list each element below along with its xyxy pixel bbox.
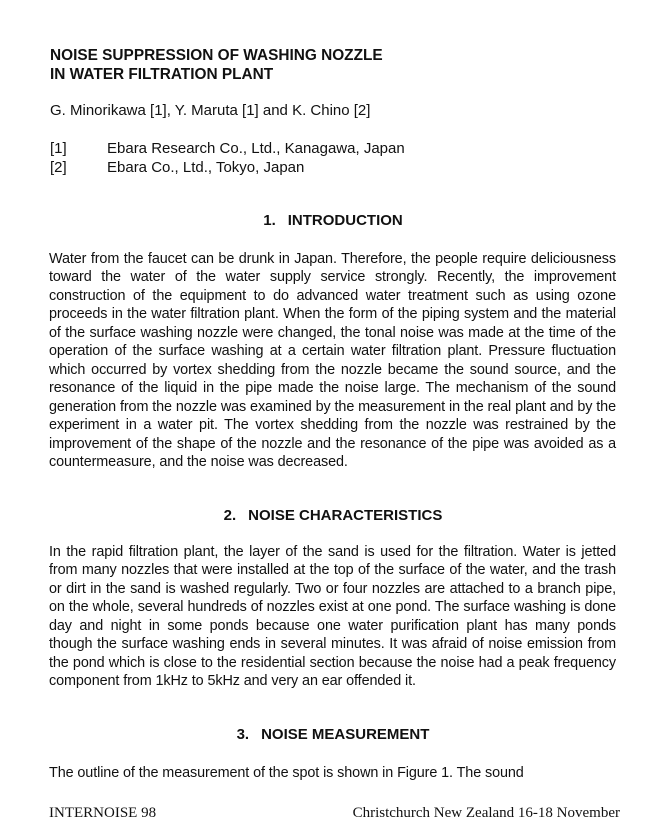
affiliation-number: [1]	[50, 140, 67, 157]
affiliation-name: Ebara Co., Ltd., Tokyo, Japan	[107, 159, 305, 176]
section-title: INTRODUCTION	[287, 212, 403, 229]
section-body-noise-characteristics: In the rapid filtration plant, the layer of the sand is used for the filtration. Water is jetted from many nozzles that were installed at the top of the surface of the water, and the trash or dirt in the sand is washed regularly. Two or four nozzles are attached to a branch pipe, on the whole, several hundreds of nozzles exist at one pond. The surface washing is done day and night in some ponds because one water purification plant has many ponds though the surface washing ends in several minutes. It was afraid of noise emission from the pond which is close to the residential section because the noise had a peak frequency component from 1kHz to 5kHz and very an ear offended it.	[49, 544, 616, 690]
footer-location-date: Christchurch New Zealand 16-18 November	[352, 805, 620, 821]
section-number: 2.	[223, 507, 237, 524]
affiliation-number: [2]	[50, 159, 67, 176]
section-body-noise-measurement: The outline of the measurement of the spot is shown in Figure 1. The sound	[49, 765, 524, 781]
section-heading-noise-measurement	[0, 726, 666, 744]
section-title: NOISE MEASUREMENT	[261, 726, 430, 743]
section-heading-introduction	[0, 212, 666, 230]
affiliation-2	[50, 158, 405, 177]
footer-conference: INTERNOISE 98	[49, 805, 157, 821]
section-number: 1.	[263, 212, 276, 229]
affiliation-name: Ebara Research Co., Ltd., Kanagawa, Japan	[107, 140, 405, 157]
title-line-1: NOISE SUPPRESSION OF WASHING NOZZLE	[50, 47, 383, 64]
title-line-2: IN WATER FILTRATION PLANT	[50, 66, 274, 83]
affiliations	[50, 139, 405, 177]
section-number: 3.	[236, 726, 250, 743]
section-title: NOISE CHARACTERISTICS	[248, 507, 443, 524]
paper-title	[50, 46, 383, 84]
section-body-introduction: Water from the faucet can be drunk in Japan. Therefore, the people require deliciousness toward the water of the water supply service strongly. Recently, the improvement construction of the equipment to do advanced water treatment such as using ozone proceeds in the water filtration plant. When the form of the piping system and the material of the surface washing nozzle were changed, the tonal noise was made at the time of the operation of the surface washing at a certain water filtration plant. Pressure fluctuation which occurred by vortex shedding from the nozzle became the sound source, and the resonance of the liquid in the pipe made the noise large. The mechanism of the sound generation from the nozzle was examined by the measurement in the real plant and by the experiment in a water pit. The vortex shedding from the nozzle was restrained by the improvement of the shape of the nozzle and the resonance of the pipe was avoided as a countermeasure, and the noise was decreased.	[49, 251, 616, 470]
affiliation-1	[50, 139, 405, 158]
author-list: G. Minorikawa [1], Y. Maruta [1] and K. Chino [2]	[50, 102, 371, 119]
section-heading-noise-characteristics	[0, 507, 666, 525]
